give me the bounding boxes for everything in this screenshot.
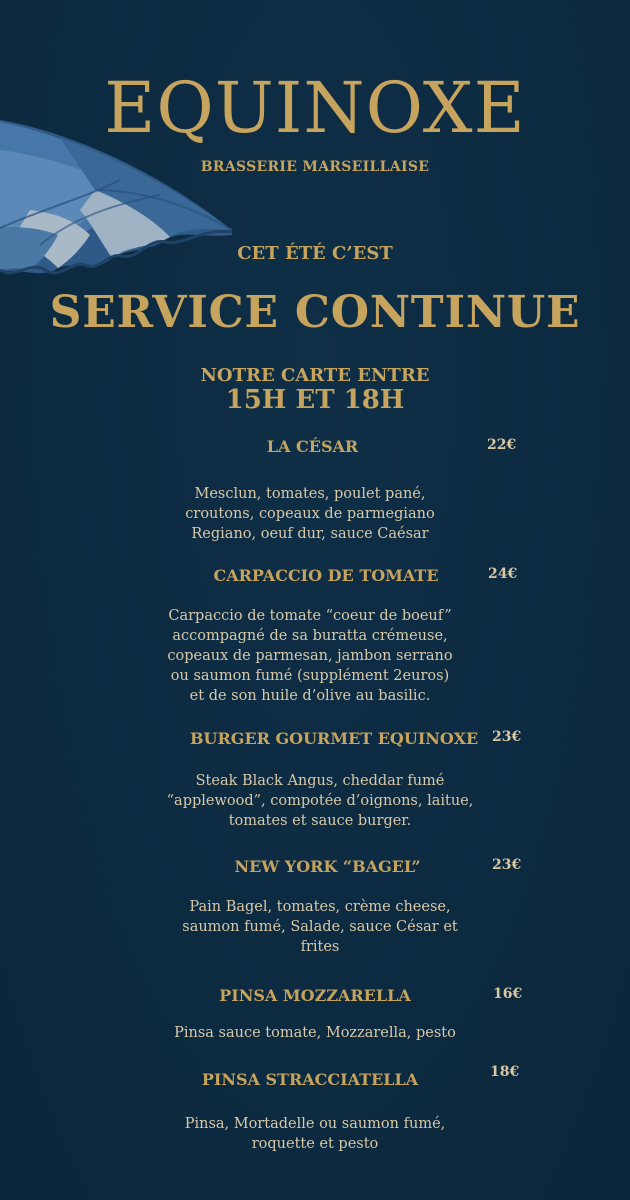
- dish-description: Pinsa sauce tomate, Mozzarella, pesto: [174, 1025, 456, 1041]
- dish-name: LA CÉSAR: [266, 437, 359, 456]
- dish-name: PINSA STRACCIATELLA: [201, 1070, 419, 1089]
- promo-intro: CET ÉTÉ C’EST: [237, 243, 393, 264]
- dish-description: Carpaccio de tomate “coeur de boeuf” accompagné de sa buratta crémeuse, copeaux de parmesan, jambon serrano ou saumon fumé (supplément 2euros) et de son huile d’olive au basilic.: [167, 608, 453, 704]
- brand-title: EQUINOXE: [104, 67, 526, 149]
- dish-name: NEW YORK “BAGEL”: [234, 857, 421, 876]
- dish-description: Pinsa, Mortadelle ou saumon fumé, roquette et pesto: [184, 1116, 446, 1152]
- dish-description: Mesclun, tomates, poulet pané, croutons, copeaux de parmegiano Regiano, oeuf dur, sauce Caésar: [185, 486, 435, 542]
- promo-headline: SERVICE CONTINUE: [49, 287, 581, 338]
- dish-price: 24€: [488, 566, 518, 582]
- brand-subtitle: BRASSERIE MARSEILLAISE: [200, 159, 430, 175]
- dish-price: 22€: [487, 437, 517, 453]
- dish-price: 23€: [492, 729, 522, 745]
- dish-price: 16€: [493, 986, 523, 1002]
- dish-name: BURGER GOURMET EQUINOXE: [190, 729, 479, 748]
- dish-name: PINSA MOZZARELLA: [219, 986, 411, 1005]
- dish-description: Pain Bagel, tomates, crème cheese, saumon fumé, Salade, sauce César et frites: [182, 899, 458, 955]
- dish-price: 18€: [490, 1064, 520, 1080]
- dish-price: 23€: [492, 857, 522, 873]
- dish-description: Steak Black Angus, cheddar fumé “applewood”, compotée d’oignons, laitue, tomates et sauce burger.: [166, 773, 474, 829]
- service-hours: 15H ET 18H: [225, 385, 405, 415]
- dish-name: CARPACCIO DE TOMATE: [213, 566, 439, 585]
- hours-intro: NOTRE CARTE ENTRE: [200, 365, 430, 386]
